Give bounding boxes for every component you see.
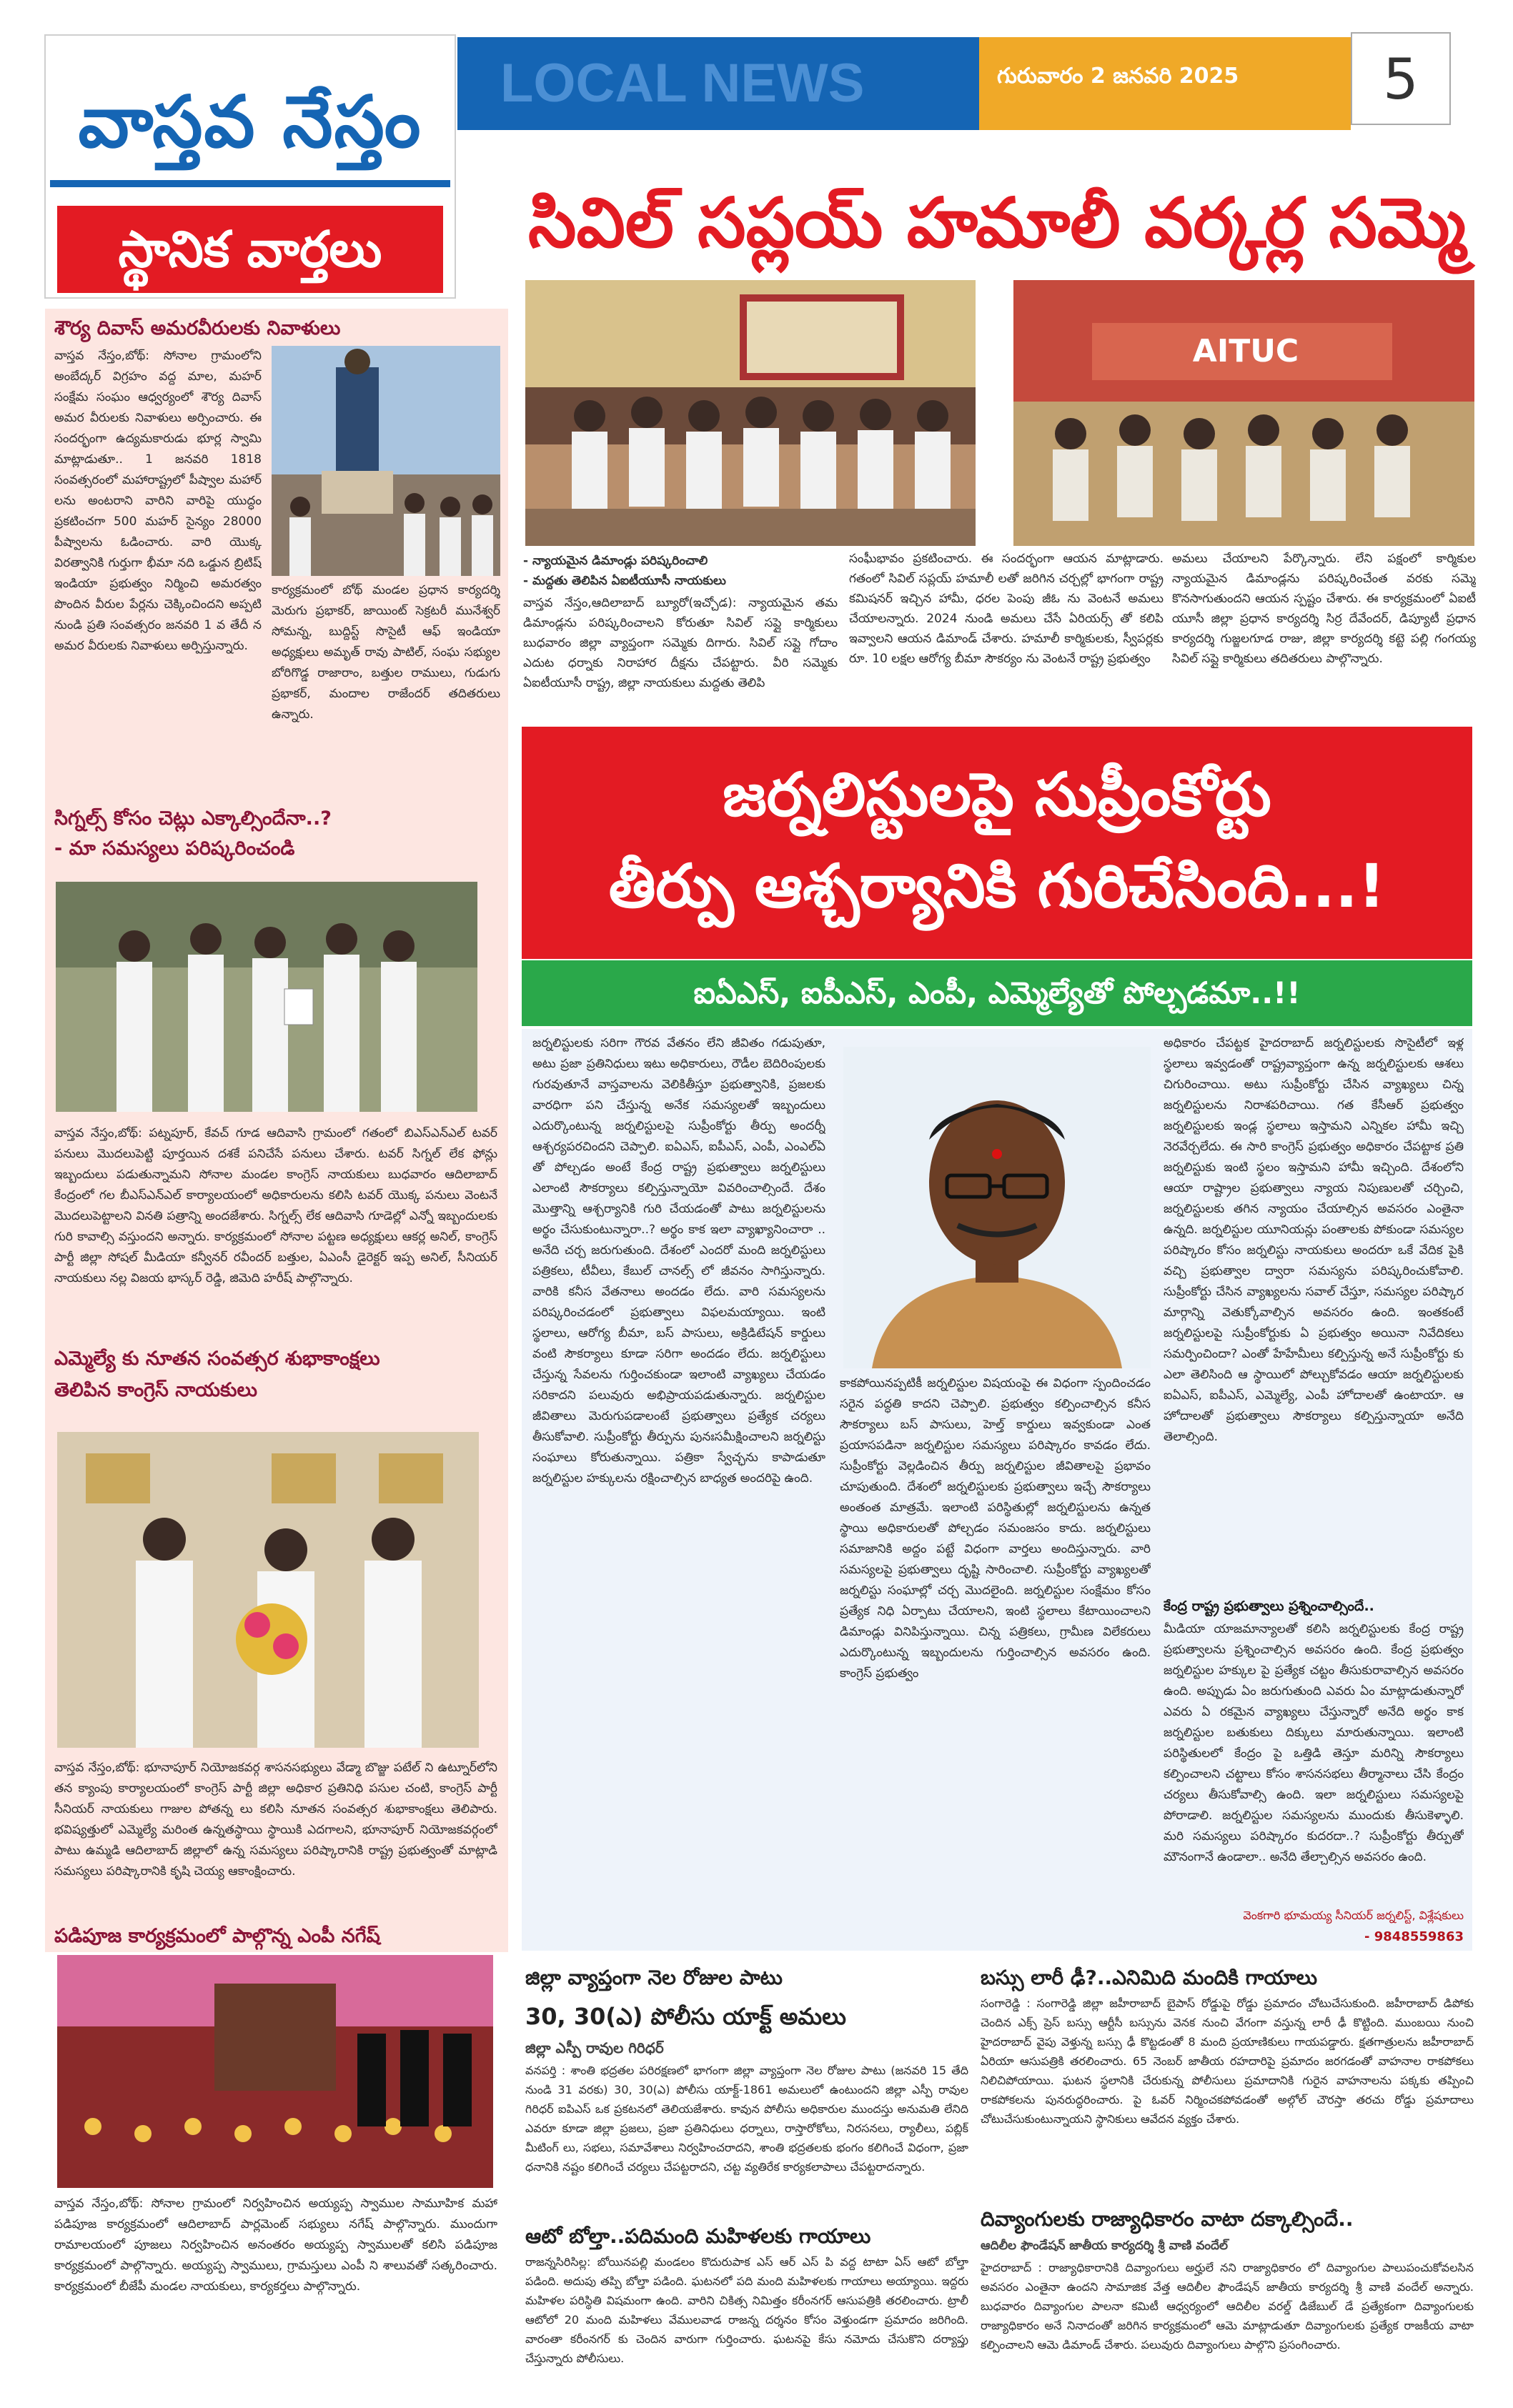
bottom-left-story1-headline-2: 30, 30(ఎ) పోలీసు యాక్ట్ అమలు (525, 2003, 846, 2030)
left-story2-headline: సిగ్నల్స్ కోసం చెట్లు ఎక్కాల్సిందేనా..? (54, 807, 332, 830)
mla-greetings-photo (57, 1432, 479, 1748)
journalists-phone: - 9848559863 (1364, 1929, 1464, 1944)
section-header-text: LOCAL NEWS (500, 53, 865, 114)
strike-photo-2 (1013, 280, 1474, 546)
aituc-banner-text: AITUC (1192, 333, 1299, 369)
bottom-left-story1-byline: జిల్లా ఎస్పీ రావుల గిరిధర్ (525, 2039, 664, 2056)
masthead-name: వాస్తవ నేస్తం (78, 79, 422, 164)
top-story-body-col1: వాస్తవ నేస్తం,ఆదిలాబాద్ బ్యూరో(ఇచ్చోడ): న్యాయమైన తమ డిమాండ్లను పరిష్కరించాలని కోరుతూ సివిల్ సప్లై కార్మికులు బుధవారం జిల్లా వ్యాప్తంగా సమ్మెకు దిగారు. సివిల్ సప్లై గోదాం ఎదుట ధర్నాకు నిరాహార దీక్షను చేపట్టారు. వీరి సమ్మెకు ఏఐటీయూసీ రాష్ట్ర, జిల్లా నాయకులు మద్దతు తెలిపి (523, 596, 838, 690)
left-story1-body-b: కార్యక్రమంలో బోథ్ మండల ప్రధాన కార్యదర్శి మెరుగు ప్రభాకర్, జాయింట్ సెక్రటరీ మునేశ్వర్ సోమన్న, బుద్దిస్ట్ సొసైటీ ఆఫ్ ఇండియా అధ్యక్షులు అమృత్ రావు పాటిల్, సంఘ సభ్యుల బోరిగొడ్డ రాజారాం, బత్తుల రాములు, గుడుగు ప్రభాకర్, మందాల రాజేందర్ తదితరులు ఉన్నారు. (272, 583, 500, 722)
journalists-body-col3b: మీడియా యాజమాన్యాలతో కలిసి జర్నలిస్టులకు కేంద్ర రాష్ట్ర ప్రభుత్వాలను ప్రశ్నించాల్సిన అవసరం ఉంది. కేంద్ర ప్రభుత్వం జర్నలిస్టుల హక్కుల పై ప్రత్యేక చట్టం తీసుకురావాల్సిన అవసరం ఉంది. అప్పుడు ఏం జరుగుతుంది ఎవరు ఏం మాట్లాడుతున్నారో ఎవరు ఏ రకమైన వ్యాఖ్యలు చేస్తున్నారో అనేది అర్థం కాక జర్నలిస్టుల బతుకులు దిక్కులు మారుతున్నాయి. ఇలాంటి పరిస్థితులలో కేంద్రం పై ఒత్తిడి తెస్తూ మరిన్ని సౌకర్యాలు కల్పించాలని చట్టాలు కోసం శాసనసభలు తీర్మానాలు చేసి కేంద్రం చర్యలు తీసుకోవాల్సి ఉంది. ఇలా జర్నలిస్టులు సమస్యలపై పోరాడాలి. జర్నలిస్టుల సమస్యలను ముందుకు తీసుకెళ్ళాలి. మరి సమస్యలు పరిష్కారం కుదరదా..? సుప్రీంకోర్టు తీర్పుతో మౌనంగానే ఉండాలా.. అనేది తేల్చాల్సిన అవసరం ఉంది. (1164, 1622, 1464, 1864)
masthead-underline (50, 180, 450, 187)
journalists-subheadline: ఐఏఎస్, ఐపీఎస్, ఎంపీ, ఎమ్మెల్యేతో పోల్చడమా..!! (693, 975, 1301, 1010)
page-number: 5 (1351, 32, 1451, 125)
bottom-right-story2-headline: దివ్యాంగులకు రాజ్యాధికారం వాటా దక్కాల్సిందే.. (981, 2207, 1354, 2231)
left-story2-body: వాస్తవ నేస్తం,బోథ్: పట్నపూర్, కేవచ్ గూడ ఆదివాసి గ్రామంలో గతంలో బిఎస్ఎన్ఎల్ టవర్ పనులు మొదలుపెట్టి పూర్తయిన దశకే పనిచేసే పనులు చేశారు. టవర్ సిగ్నల్ లేక ఫోన్లు ఇబ్బందులు పడుతున్నామని సోనాల మండల కాంగ్రెస్ నాయకులు బుధవారం ఆదిలాబాద్ కేంద్రంలో గల బీఎస్ఎన్ఎల్ కార్యాలయంలో అధికారులను కలిసి టవర్ యొక్క పనులు వెంటనే మొదలుపెట్టాలని వినతి పత్రాన్ని అందజేశారు. సిగ్నల్స్ లేక ఆదివాసి గూడెల్లో ఎన్నో ఇబ్బందులకు గురి కావాల్సి వస్తుందని అన్నారు. కార్యక్రమంలో సోనాల పట్టణ అధ్యక్షులు ఆకర్ల అనిల్, కాంగ్రెస్ పార్టీ జిల్లా సోషల్ మీడియా కన్వీనర్ రవీందర్ బత్తుల, ఏఎంసీ డైరెక్టర్ ఇప్ప అనిల్, సీనియర్ నాయకులు నల్ల విజయ భాస్కర్ రెడ్డి, జిమెది హరీష్ పాల్గొన్నారు. (54, 1126, 497, 1285)
bottom-left-story2-headline: ఆటో బోల్తా..పదిమంది మహిళలకు గాయాలు (525, 2224, 871, 2248)
ambedkar-statue-photo (272, 346, 500, 576)
left-story1-body-a: వాస్తవ నేస్తం,బోథ్: సోనాల గ్రామంలోని అంబేద్కర్ విగ్రహం వద్ద మాల, మహర్ సంక్షేమ సంఘం ఆధ్వర్యంలో శౌర్య దివాస్ అమర వీరులకు నివాళులు అర్పించారు. ఈ సందర్భంగా ఉద్యమకారుడు భూర్ల స్వామి మాట్లాడుతూ.. 1 జనవరి 1818 సంవత్సరంలో మహారాష్ట్రలో పీష్వాల మహార్ లను అంటరాని వారిని వారిపై యుద్ధం ప్రకటించగా 500 మహర్ సైన్యం 28000 పీష్వాలను ఓడించారు. వారి యొక్క విరత్వానికి గుర్తుగా భీమా నది ఒడ్డున బ్రిటిష్ ఇండియా ప్రభుత్వం నిర్మించి అమరత్వం పొందిన వీరుల పేర్లను చెక్కించిందని అప్పటి నుండి ప్రతి సంవత్సరం జనవరి 1 వ తేదీ న అమర వీరులకు నివాళులు అర్పిస్తున్నారు. (54, 349, 262, 653)
bottom-left-story2-body: రాజన్నసిరిసిల్ల: బోయినపల్లి మండలం కొదురుపాక ఎస్ ఆర్ ఎస్ పి వద్ద టాటా ఏస్ ఆటో బోల్తా పడింది. అదుపు తప్పి బోల్తా పడింది. ఘటనలో పది మంది మహిళలకు గాయాలు అయ్యాయి. ఇద్దరు మహిళల పరిస్థితి విషమంగా ఉంది. వారిని చికిత్స నిమిత్తం కరీంనగర్ ఆసుపత్రికి తరలించారు. ట్రాలీ ఆటోలో 20 మంది మహిళలు వేములవాడ రాజన్న దర్శనం కోసం వెళ్తుండగా ప్రమాదం జరిగింది. వారంతా కరీంనగర్ కు చెందిన వారుగా గుర్తించారు. ఘటనపై కేసు నమోదు చేసుకొని దర్యాప్తు చేస్తున్నారు పోలీసులు. (525, 2255, 968, 2365)
issue-date: గురువారం 2 జనవరి 2025 (997, 64, 1239, 89)
journalists-body-col1: జర్నలిస్టులకు సరిగా గౌరవ వేతనం లేని జీవితం గడుపుతూ, అటు ప్రజా ప్రతినిధులు ఇటు అధికారులు, రౌడీల బెదిరింపులకు గురవుతూనే వాస్తవాలను వెలికితీస్తూ ప్రభుత్వానికి, ప్రజలకు వారధిగా పని చేస్తున్న అనేక సమస్యలతో ఇబ్బందులు ఎదుర్కొంటున్న జర్నలిస్టులపై సుప్రీంకోర్టు తీర్పు అందర్నీ ఆశ్చర్యపరచిందని చెప్పాలి. ఐఏఎస్, ఐపీఎస్, ఎంపీ, ఎంఎల్‌ఏ తో పోల్చడం అంటే కేంద్ర రాష్ట్ర ప్రభుత్వాలు జర్నలిస్టులు ఎలాంటి సౌకర్యాలు కల్పిస్తున్నాయో వివరించాల్సిందే. దేశం మొత్తాన్ని ఆశ్చర్యానికి గురి చేయడంతో పాటు జర్నలిస్టులను అర్థం చేసుకుంటున్నారా..? అర్థం కాక ఇలా వ్యాఖ్యానించారా .. అనేది చర్చ జరుగుతుంది. దేశంలో ఎందరో మంది జర్నలిస్టులు పత్రికలు, టీవీలు, కేబుల్ చానల్స్ లో జీవనం సాగిస్తున్నారు. వారికి కనీస వేతనాలు అందడం లేదు. వారి సమస్యలను పరిష్కరించడంలో ప్రభుత్వాలు విఫలమయ్యాయి. ఇంటి స్థలాలు, ఆరోగ్య బీమా, బస్ పాసులు, అక్రిడిటేషన్ కార్డులు వంటి సౌకర్యాలు కూడా సరిగా అందడం లేదు. జర్నలిస్టులు చేస్తున్న సేవలను గుర్తించకుండా ఇలాంటి వ్యాఖ్యలు చేయడం సరికాదని పలువురు అభిప్రాయపడుతున్నారు. జర్నలిస్టుల జీవితాలు మెరుగుపడాలంటే ప్రభుత్వాలు ప్రత్యేక చర్యలు తీసుకోవాలి. సుప్రీంకోర్టు తీర్పును పునఃసమీక్షించాలని జర్నలిస్టు సంఘాలు కోరుతున్నాయి. పత్రికా స్వేచ్ఛను కాపాడుతూ జర్నలిస్టుల హక్కులను రక్షించాల్సిన బాధ్యత అందరిపై ఉంది. (532, 1036, 825, 1486)
left-story4-headline: పడిపూజ కార్యక్రమంలో పాల్గొన్న ఎంపీ నగేష్ (54, 1925, 380, 1947)
top-story-headline: సివిల్ సప్లయ్ హమాలీ వర్కర్ల సమ్మె (528, 183, 1466, 263)
bottom-right-story2-body: హైదరాబాద్ : రాజ్యాధికారానికి దివ్యాంగులు అర్హులే నని రాజ్యాధికారం లో దివ్యాంగుల పాలుపంచుకోవలసిన అవసరం ఎంతైనా ఉందని సామాజిక వేత్త ఆదిలీల ఫౌండేషన్ జాతీయ కార్యదర్శి శ్రీ వాణి వందేల్ అన్నారు. బుధవారం దివ్యాంగుల పాలనా కమిటీ ఆధ్వర్యంలో ఆదిలీల వరల్డ్ డిజేబుల్ డే ప్రత్యేకంగా దివ్యాంగులకు రాజ్యాధికారం అనే నినాదంతో జరిగిన కార్యక్రమంలో ఆమె మాట్లాడుతూ దివ్యాంగులకు ప్రత్యేక రాజకీయ వాటా కల్పించాలని ఆమె డిమాండ్ చేశారు. పలువురు దివ్యాంగులు పాల్గొని ప్రసంగించారు. (981, 2261, 1474, 2352)
masthead-tagline: స్థానిక వార్తలు (57, 206, 443, 293)
left-story1-headline: శౌర్య దివాస్ అమరవీరులకు నివాళులు (54, 317, 341, 339)
journalists-body-col3: అధికారం చేపట్టక హైదరాబాద్ జర్నలిస్టులకు సొసైటీలో ఇళ్ల స్థలాలు ఇవ్వడంతో రాష్ట్రవ్యాప్తంగా ఉన్న జర్నలిస్టులకు ఆశలు చిగురించాయి. అటు సుప్రీంకోర్టు చేసిన వ్యాఖ్యలు చిన్న జర్నలిస్టులను నిరాశపరిచాయి. గత కేసీఆర్ ప్రభుత్వం జర్నలిస్టులకు ఇండ్ల స్థలాలు ఇస్తామని ఎన్నికల హామీ ఇచ్చి నెరవేర్చలేదు. ఈ సారి కాంగ్రెస్ ప్రభుత్వం అధికారం చేపట్టాక ప్రతి జర్నలిస్టుకు ఇంటి స్థలం ఇస్తామని హామీ ఇచ్చింది. దేశంలోని ఆయా రాష్ట్రాల ప్రభుత్వాలు న్యాయ నిపుణులతో చర్చించి, జర్నలిస్టులకు తగిన న్యాయం చేయాల్సిన అవసరం ఎంతైనా ఉన్నది. జర్నలిస్టుల యూనియన్లు పంతాలకు పోకుండా సమస్యల పరిష్కారం కోసం జర్నలిస్టు నాయకులు అందరూ ఒకే వేదిక పైకి వచ్చి ప్రభుత్వాల ద్వారా సమస్యను పరిష్కరించుకోవాలి. సుప్రీంకోర్టు చేసిన వ్యాఖ్యలను సవాల్ చేస్తూ, సమస్యల పరిష్కార మార్గాన్ని వెతుక్కోవాల్సిన అవసరం ఉంది. ఇంతకంటే జర్నలిస్టులపై సుప్రీంకోర్టుకు ఏ ప్రభుత్వం అయినా నివేదికలు సమర్పించిందా? ఎంతో హేహేమీలు కల్పిస్తున్న అనే సుప్రీంకోర్టు కు ఎలా తెలిసింది ఆ స్థాయిలో పోల్చుకోవడం ఆయా జర్నలిస్టులకు ఐఏఎస్, ఐపీఎస్, ఎమ్మెల్యే, ఎంపీ హోదాలతో ఉంటాయా. ఆ హోదాలతో ప్రభుత్వాలు సౌకర్యాలు కల్పిస్తున్నాయా అనేది తెలాల్సింది. (1164, 1036, 1464, 1444)
left-story3-headline-1: ఎమ్మెల్యే కు నూతన సంవత్సర శుభాకాంక్షలు (54, 1348, 380, 1370)
bottom-right-story2-byline: ఆదిలీల ఫౌండేషన్ జాతీయ కార్యదర్శి శ్రీ వాణి వందేల్ (981, 2239, 1229, 2253)
left-story3-headline-2: తెలిపిన కాంగ్రెస్ నాయకులు (54, 1379, 257, 1401)
bottom-left-story1-headline-1: జిల్లా వ్యాప్తంగా నెల రోజుల పాటు (525, 1966, 783, 1989)
strike-photo-1 (525, 280, 976, 546)
bottom-right-story1-headline: బస్సు లారీ ఢీ?..ఎనిమిది మందికి గాయాలు (981, 1966, 1318, 1989)
top-story-body-col2: సంఘీభావం ప్రకటించారు. ఈ సందర్భంగా ఆయన మాట్లాడారు. గతంలో సివిల్ సప్లయ్ హమాలీ లతో జరిగిన చర్చల్లో భాగంగా రాష్ట్ర కమిషనర్ ఇచ్చిన హామీ, ధరల పెంపు జీఓ ను వెంటనే అమలు చేయాలన్నారు. 2024 నుండి అమలు చేసే ఏరియర్స్ తో కలిపి ఇవ్వాలని ఆయన డిమాండ్ చేశారు. హమాలీ కార్మికులకు, స్వీపర్లకు రూ. 10 లక్షల ఆరోగ్య బీమా సౌకర్యం ను వెంటనే రాష్ట్ర ప్రభుత్వం (849, 552, 1164, 666)
journalists-headline-line1: జర్నలిస్టులపై సుప్రీంకోర్టు (723, 760, 1271, 830)
author-portrait (843, 1047, 1151, 1368)
journalists-body-col2: కాకపోయినప్పటికీ జర్నలిస్టుల విషయంపై ఈ విధంగా స్పందించడం సరైన పద్ధతి కాదని చెప్పాలి. ప్రభుత్వం కల్పించాల్సిన కనీస సౌకర్యాలు బస్ పాసులు, హెల్త్ కార్డులు ఇవ్వకుండా ఎంత ప్రయాసపడినా జర్నలిస్టుల సమస్యలు పరిష్కారం కావడం లేదు. సుప్రీంకోర్టు వెల్లడించిన తీర్పు జర్నలిస్టుల జీవితాలపై ప్రభావం చూపుతుంది. దేశంలో జర్నలిస్టులకు ప్రభుత్వాలు ఇచ్చే సౌకర్యాలు అంతంత మాత్రమే. ఇలాంటి పరిస్థితుల్లో జర్నలిస్టులను ఉన్నత స్థాయి అధికారులతో పోల్చడం సమంజసం కాదు. జర్నలిస్టులు సమాజానికి అద్దం పట్టే విధంగా వార్తలు అందిస్తున్నారు. వారి సమస్యలపై ప్రభుత్వాలు దృష్టి సారించాలి. సుప్రీంకోర్టు వ్యాఖ్యలతో జర్నలిస్టు సంఘాల్లో చర్చ మొదలైంది. జర్నలిస్టుల సంక్షేమం కోసం ప్రత్యేక నిధి ఏర్పాటు చేయాలని, ఇంటి స్థలాలు కేటాయించాలని డిమాండ్లు వినిపిస్తున్నాయి. చిన్న పత్రికలు, గ్రామీణ విలేకరులు ఎదుర్కొంటున్న ఇబ్బందులను గుర్తించాల్సిన అవసరం ఉంది. కాంగ్రెస్ ప్రభుత్వం (840, 1376, 1151, 1681)
left-story3-body: వాస్తవ నేస్తం,బోథ్: భూనాపూర్ నియోజకవర్గ శాసనసభ్యులు వేడ్మా బొజ్జు పటేల్ ని ఉట్నూర్‌లోని తన క్యాంపు కార్యాలయంలో కాంగ్రెస్ పార్టీ జిల్లా అధికార ప్రతినిధి పసుల చంటి, కాంగ్రెస్ పార్టీ సీనియర్ నాయకులు గాజుల పోతన్న లు కలిసి నూతన సంవత్సర శుభాకాంక్షలు తెలిపారు. భవిష్యత్తులో ఎమ్మెల్యే మరింత ఉన్నతస్థాయి స్థాయికి ఎదగాలని, భూనాపూర్ నియోజకవర్గంలో పాటు ఉమ్మడి ఆదిలాబాద్ జిల్లాలో ఉన్న సమస్యలు పరిష్కారానికి రాష్ట్ర ప్రభుత్వంతో మాట్లాడి సమస్యలు పరిష్కారానికి కృషి చెయ్య ఆకాంక్షించారు. (54, 1761, 497, 1879)
bottom-right-story1-body: సంగారెడ్డి : సంగారెడ్డి జిల్లా జహీరాబాద్ బైపాస్ రోడ్డుపై రోడ్డు ప్రమాదం చోటుచేసుకుంది. జహీరాబాద్ డిపోకు చెందిన ఎక్స్ ప్రెస్ బస్సు ఆర్టీసీ బస్సును వెనక నుంచి వేగంగా వస్తున్న లారీ ఢీ కొట్టింది. ముంబయి నుంచి హైదరాబాద్ వైపు వెళ్తున్న బస్సు ఢీ కొట్టడంతో 8 మంది ప్రయాణికులు గాయపడ్డారు. క్షతగాత్రులను జహీరాబాద్ ఏరియా ఆసుపత్రికి తరలించారు. 65 నెంబర్ జాతీయ రహదారిపై ప్రమాదం జరగడంతో వాహనాల రాకపోకలు నిలిచిపోయాయి. ఘటన స్థలానికి చేరుకున్న పోలీసులు ప్రమాదానికి గురైన వాహనాలను పక్కకు తప్పించి రాకపోకలను పునరుద్ధరించారు. పై ఓవర్ నిర్మించకపోవడంతో అల్గోల్ చౌరస్తా తరచు రోడ్డు ప్రమాదాలు చోటుచేసుకుంటున్నాయని స్థానికులు ఆవేదన వ్యక్తం చేశారు. (981, 1996, 1474, 2126)
journalists-headline-line2: తీర్పు ఆశ్చర్యానికి గురిచేసింది...! (608, 851, 1386, 921)
padipuja-photo (57, 1955, 493, 2188)
top-story-body-col3: అమలు చేయాలని పేర్కొన్నారు. లేని పక్షంలో కార్మికుల న్యాయమైన డిమాండ్లను పరిష్కరించేంత వరకు సమ్మె కొనసాగుతుందని ఆయన స్పష్టం చేశారు. ఈ కార్యక్రమంలో ఏఐటీ యూసీ జిల్లా ప్రధాన కార్యదర్శి సిర్ర దేవేందర్, డిప్యూటీ ప్రధాన కార్యదర్శి గుజ్జలగూడ రాజు, జిల్లా కార్యదర్శి కట్టె పల్లి గంగయ్య సివిల్ సప్లై కార్మికులు తదితరులు పాల్గొన్నారు. (1172, 552, 1476, 666)
top-story-caption-1: - న్యాయమైన డిమాండ్లు పరిష్కరించాలి (523, 554, 708, 568)
bsnl-memorandum-photo (56, 882, 477, 1112)
bottom-left-story1-body: వనపర్తి : శాంతి భద్రతల పరిరక్షణలో భాగంగా జిల్లా వ్యాప్తంగా నెల రోజుల పాటు (జనవరి 15 తేది నుండి 31 వరకు) 30, 30(ఎ) పోలీసు యాక్ట్-1861 అమలులో ఉంటుందని జిల్లా ఎస్పీ రావుల గిరిధర్ ఐపిఎస్ ఒక ప్రకటనలో తెలియజేశారు. కావున పోలీసు అధికారుల ముందస్తు అనుమతి లేనిది ఎవరూ కూడా జిల్లా ప్రజలు, ప్రజా ప్రతినిధులు ధర్నాలు, రాస్తారోకోలు, నిరసనలు, ర్యాలీలు, పబ్లిక్ మీటింగ్ లు, సభలు, సమావేశాలు నిర్వహించరాదని, శాంతి భద్రతలకు భంగం కలిగించే విధంగా, ప్రజా ధనానికి నష్టం కలిగించే చర్యలు చేపట్టరాదని, చట్ట వ్యతిరేక కార్యకలాపాలు చేపట్టరాదన్నారు. (525, 2064, 968, 2174)
left-story4-body: వాస్తవ నేస్తం,బోథ్: సోనాల గ్రామంలో నిర్వహించిన అయ్యప్ప స్వాముల సామూహిక మహా పడిపూజ కార్యక్రమంలో ఆదిలాబాద్ పార్లమెంట్ సభ్యులు నగేష్ పాల్గొన్నారు. ముందుగా రామాలయంలో పూజలు నిర్వహించిన అనంతరం అయ్యప్ప స్వాములతో కలిసి పడిపూజ కార్యక్రమంలో పాల్గొన్నారు. అయ్యప్ప స్వాములు, గ్రామస్తులు ఎంపీ ని శాలువతో సత్కరించారు. కార్యక్రమంలో బీజేపీ మండల నాయకులు, కార్యకర్తలు పాల్గొన్నారు. (54, 2196, 497, 2294)
journalists-author: వెంకగారి భూమయ్య సీనియర్ జర్నలిస్ట్, విశ్లేషకులు (1243, 1909, 1464, 1922)
left-story2-subhead: - మా సమస్యలు పరిష్కరించండి (54, 837, 295, 860)
top-story-caption-2: - మద్దతు తెలిపిన ఏఐటీయూసీ నాయకులు (523, 574, 726, 588)
journalists-col3-subhead: కేంద్ర రాష్ట్ర ప్రభుత్వాలు ప్రశ్నించాల్సిందే.. (1164, 1598, 1374, 1614)
